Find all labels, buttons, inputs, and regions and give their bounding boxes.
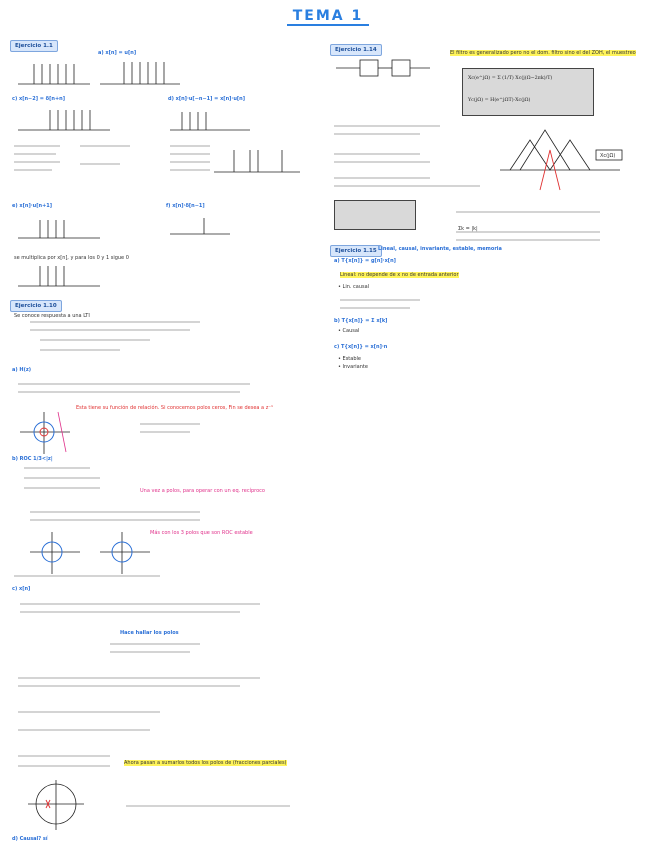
right-list-4: • Invariante: [338, 364, 368, 370]
right-item-c: c) T{x[n]} = x[n]·n: [334, 344, 388, 350]
block-diagram: [336, 60, 430, 76]
stem-plot-a: [18, 64, 90, 84]
pink-note-2: Más con los 3 polos que son ROC estable: [150, 530, 253, 536]
item-f: f) x[n]·δ[n−1]: [166, 203, 205, 209]
yellow-note: Ahora pasan a sumarlos todos los polos de (fracciones parciales): [124, 760, 287, 766]
gray-label: Xc(jΩ): [600, 153, 616, 159]
right-header-note: Lineal, causal, invariante, estable, memoria: [378, 246, 502, 252]
right-item-a: a) T{x[n]} = g[n]·x[n]: [334, 258, 396, 264]
stem-plot-d: [170, 112, 300, 172]
stem-plot-f: [170, 218, 230, 234]
section-badge-2: Ejercicio 1.10: [10, 300, 62, 312]
section-badge-1: Ejercicio 1.1: [10, 40, 58, 52]
pink-note-1: Una vez a polos, para operar con un eq. recíproco: [140, 488, 265, 494]
yellow-note-right: El filtro es generalizado pero no el dom. filtro sino el del ZOH, el muestreo: [450, 50, 636, 56]
pole-zero-plot-2: [30, 532, 150, 574]
formula-scribbles: [14, 126, 600, 806]
conv-note: se multiplica por x[n], y para los 0 y 1 sigue 0: [14, 255, 129, 261]
item-d: d) x[n]·u[−n−1] = x[n]·u[n]: [168, 96, 246, 102]
item-c: c) x[n−2] = δ[n+n]: [12, 96, 65, 102]
right-list-1: • Lin. causal: [338, 284, 370, 290]
right-list-2: • Causal: [338, 328, 360, 334]
pole-zero-plot-3: [28, 780, 84, 830]
page-title: TEMA 1: [0, 8, 656, 24]
pole-zero-plot-1: [20, 412, 70, 454]
right-item-b: b) T{x[n]} = Σ x[k]: [334, 318, 388, 324]
blue-note: Hace hallar los polos: [120, 630, 179, 636]
item-roc: b) ROC 1/3<|z|: [12, 456, 53, 462]
intro-text: Se conoce respuesta a una LTI: [14, 313, 90, 319]
item-causal: d) Causal? sí: [12, 836, 48, 842]
tags-text: Σk = |k|: [458, 226, 478, 232]
item-xn: c) x[n]: [12, 586, 31, 592]
section-badge-3: Ejercicio 1.14: [330, 44, 382, 56]
stem-plot-e: [18, 220, 100, 286]
stem-plot-b: [100, 62, 180, 84]
red-note: Esta tiene su función de relación. Si conocemos polos ceros, Fin se desea a z⁻¹: [76, 405, 273, 411]
item-a: a) x[n] = u[n]: [98, 50, 137, 56]
right-list-3: • Estable: [338, 356, 361, 362]
eq-box-2: Yc(jΩ) = H(e^jΩT)·Xc(jΩ): [468, 98, 531, 103]
section-badge-4: Ejercicio 1.15: [330, 245, 382, 257]
right-a-note: Lineal: no depende de x no de entrada anterior: [340, 272, 459, 278]
item-e: e) x[n]·u[n+1]: [12, 203, 53, 209]
item-hz: a) H(z): [12, 367, 32, 373]
eq-box-1: Xc(e^jΩ) = Σ (1/T) Xc(j(Ω−2πk)/T): [468, 76, 553, 81]
spectrum-plot: [500, 130, 622, 190]
stem-plot-c: [18, 110, 110, 130]
